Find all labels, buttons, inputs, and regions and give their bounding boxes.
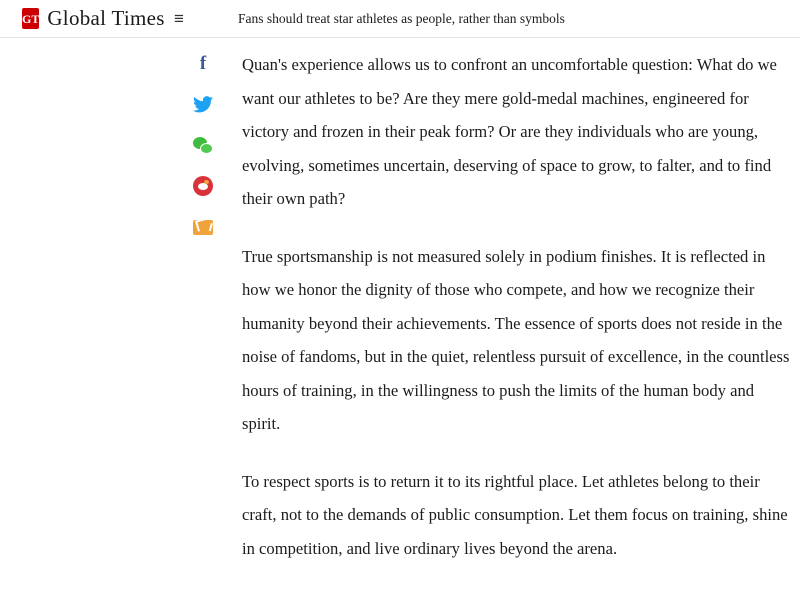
twitter-icon bbox=[193, 96, 213, 113]
article-paragraph: Quan's experience allows us to confront an uncomfortable question: What do we want our athletes to be? Are they mere gold-medal machines, engineered for victory and frozen in their peak form? Or are they individuals who are young, evolving, sometimes uncertain, deserving of space to grow, to falter, and to find their own path? bbox=[242, 55, 777, 208]
article-paragraph: True sportsmanship is not measured solely in podium finishes. It is reflected in how we honor the dignity of those who compete, and how we recognize their humanity beyond their achievements. The essence of sports does not reside in the noise of fandoms, but in the quiet, relentless pursuit of excellence, in the countless hours of training, in the willingness to push the limits of the human body and spirit. bbox=[242, 246, 790, 433]
share-wechat-button[interactable] bbox=[192, 134, 214, 156]
site-header bbox=[0, 0, 800, 38]
article-paragraph: To respect sports is to return it to its rightful place. Let athletes belong to their craft, not to the demands of public consumption. Let them focus on training, shine in competition, and live ordinary lives beyond the arena. bbox=[242, 471, 788, 558]
facebook-icon: f bbox=[199, 52, 207, 74]
share-email-button[interactable] bbox=[192, 216, 214, 238]
hamburger-menu-icon[interactable]: ≡ bbox=[174, 8, 184, 28]
share-weibo-button[interactable] bbox=[192, 175, 214, 197]
gt-logo-icon: GT bbox=[22, 8, 39, 29]
share-rail bbox=[186, 52, 220, 238]
mail-icon bbox=[193, 220, 213, 235]
article-body bbox=[242, 38, 790, 589]
page-title: Fans should treat star athletes as people, rather than symbols bbox=[238, 10, 565, 26]
weibo-icon bbox=[193, 176, 213, 196]
share-twitter-button[interactable] bbox=[192, 93, 214, 115]
share-facebook-button[interactable] bbox=[192, 52, 214, 74]
site-logo[interactable] bbox=[0, 6, 165, 31]
wechat-icon bbox=[193, 137, 213, 154]
site-title: Global Times bbox=[47, 6, 165, 30]
